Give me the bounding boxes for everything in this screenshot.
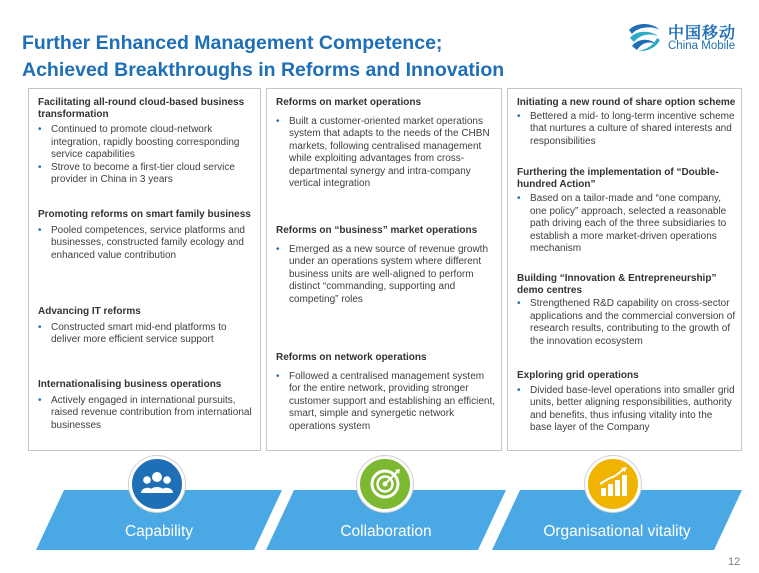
bullet-list [517, 193, 736, 256]
bullet-list [38, 225, 255, 263]
capability-panel [28, 88, 261, 451]
section-heading: Internationalising business operations [38, 379, 222, 390]
collaboration-circle [357, 456, 413, 512]
bullet-item: • Strove to become a first-tier cloud service provider in China in 3 years [38, 162, 255, 187]
pillar-label: Collaboration [340, 523, 432, 540]
section-network-operations [276, 352, 496, 433]
pillar-label: Organisational vitality [543, 523, 691, 540]
section-grid-operations [517, 370, 736, 435]
pillar-label: Capability [124, 523, 194, 540]
bullet-item: • Followed a centralised management system for the entire network, providing stronger customer support and establishing an efficient, smart, simple and synergetic network operations system [276, 371, 496, 434]
section-heading: Reforms on market operations [276, 97, 422, 108]
china-mobile-emblem-icon [626, 20, 664, 54]
bullet-item: • Actively engaged in international pursuits, raised revenue contribution from international businesses [38, 395, 255, 433]
capability-circle [129, 456, 185, 512]
bullet-list [38, 322, 255, 347]
section-market-operations [276, 97, 496, 191]
section-internationalisation [38, 379, 255, 432]
bullet-item: • Emerged as a new source of revenue growth under an operations system where different business units are well-aligned to perform distinct “commanding, supporting and competing” roles [276, 244, 496, 307]
section-it-reforms [38, 306, 255, 347]
section-business-market-operations [276, 225, 496, 306]
section-double-hundred [517, 167, 736, 256]
target-icon [360, 459, 410, 509]
logo-english-text: China Mobile [668, 40, 736, 52]
bullet-item: • Divided base-level operations into smaller grid units, better aligning responsibilities, authority and benefits, thus infusing vitality into the base layer of the Company [517, 385, 736, 435]
bullet-list [276, 116, 496, 191]
section-share-option [517, 97, 736, 148]
bullet-list [517, 385, 736, 435]
collaboration-panel [266, 88, 502, 451]
section-heading: Building “Innovation & Entrepreneurship” demo centres [517, 273, 717, 296]
section-heading: Promoting reforms on smart family business [38, 209, 251, 220]
bullet-list [276, 244, 496, 307]
china-mobile-logo [626, 18, 744, 58]
bullet-item: • Based on a tailor-made and “one company, one policy” approach, selected a reasonable path driving each of the three subsidiaries to establish a more market-driven operations mechanism [517, 193, 736, 256]
bullet-item: • Pooled competences, service platforms and businesses, constructed family ecology and enhanced value contribution [38, 225, 255, 263]
organisational-vitality-circle [585, 456, 641, 512]
section-innovation-demo [517, 273, 736, 348]
bullet-item: • Continued to promote cloud-network integration, rapidly boosting corresponding service capabilities [38, 124, 255, 162]
title-line-2: Achieved Breakthroughs in Reforms and Innovation [22, 59, 505, 81]
organisational-vitality-panel [507, 88, 742, 451]
section-heading: Furthering the implementation of “Double-hundred Action” [517, 167, 719, 190]
section-heading: Facilitating all-round cloud-based business transformation [38, 97, 245, 120]
bullet-list [276, 371, 496, 434]
page-title [22, 30, 582, 84]
bullet-item: • Built a customer-oriented market operations system that adapts to the needs of the CHBN markets, following centralised management while exploiting advantages from cross-departmental synergy and intra-company vertical integration [276, 116, 496, 191]
bullet-list [517, 298, 736, 348]
title-line-1: Further Enhanced Management Competence; [22, 32, 443, 54]
bullet-item: • Constructed smart mid-end platforms to deliver more efficient service support [38, 322, 255, 347]
bullet-item: • Bettered a mid- to long-term incentive scheme that nurtures a culture of shared interests and responsibilities [517, 111, 736, 149]
section-heading: Exploring grid operations [517, 370, 639, 381]
bullet-list [517, 111, 736, 149]
bullet-item: • Strengthened R&D capability on cross-sector applications and the commercial conversion of research results, contributing to the growth of the innovation ecosystem [517, 298, 736, 348]
section-heading: Reforms on network operations [276, 352, 427, 363]
section-heading: Reforms on “business” market operations [276, 225, 478, 236]
page-number: 12 [728, 556, 741, 568]
section-cloud-transformation [38, 97, 255, 187]
section-heading: Advancing IT reforms [38, 306, 141, 317]
logo-chinese-text: 中国移动 [668, 25, 737, 42]
bullet-list [38, 124, 255, 187]
section-heading: Initiating a new round of share option scheme [517, 97, 736, 108]
people-group-icon [132, 459, 182, 509]
bullet-list [38, 395, 255, 433]
growth-chart-icon [588, 459, 638, 509]
section-smart-family [38, 209, 255, 262]
